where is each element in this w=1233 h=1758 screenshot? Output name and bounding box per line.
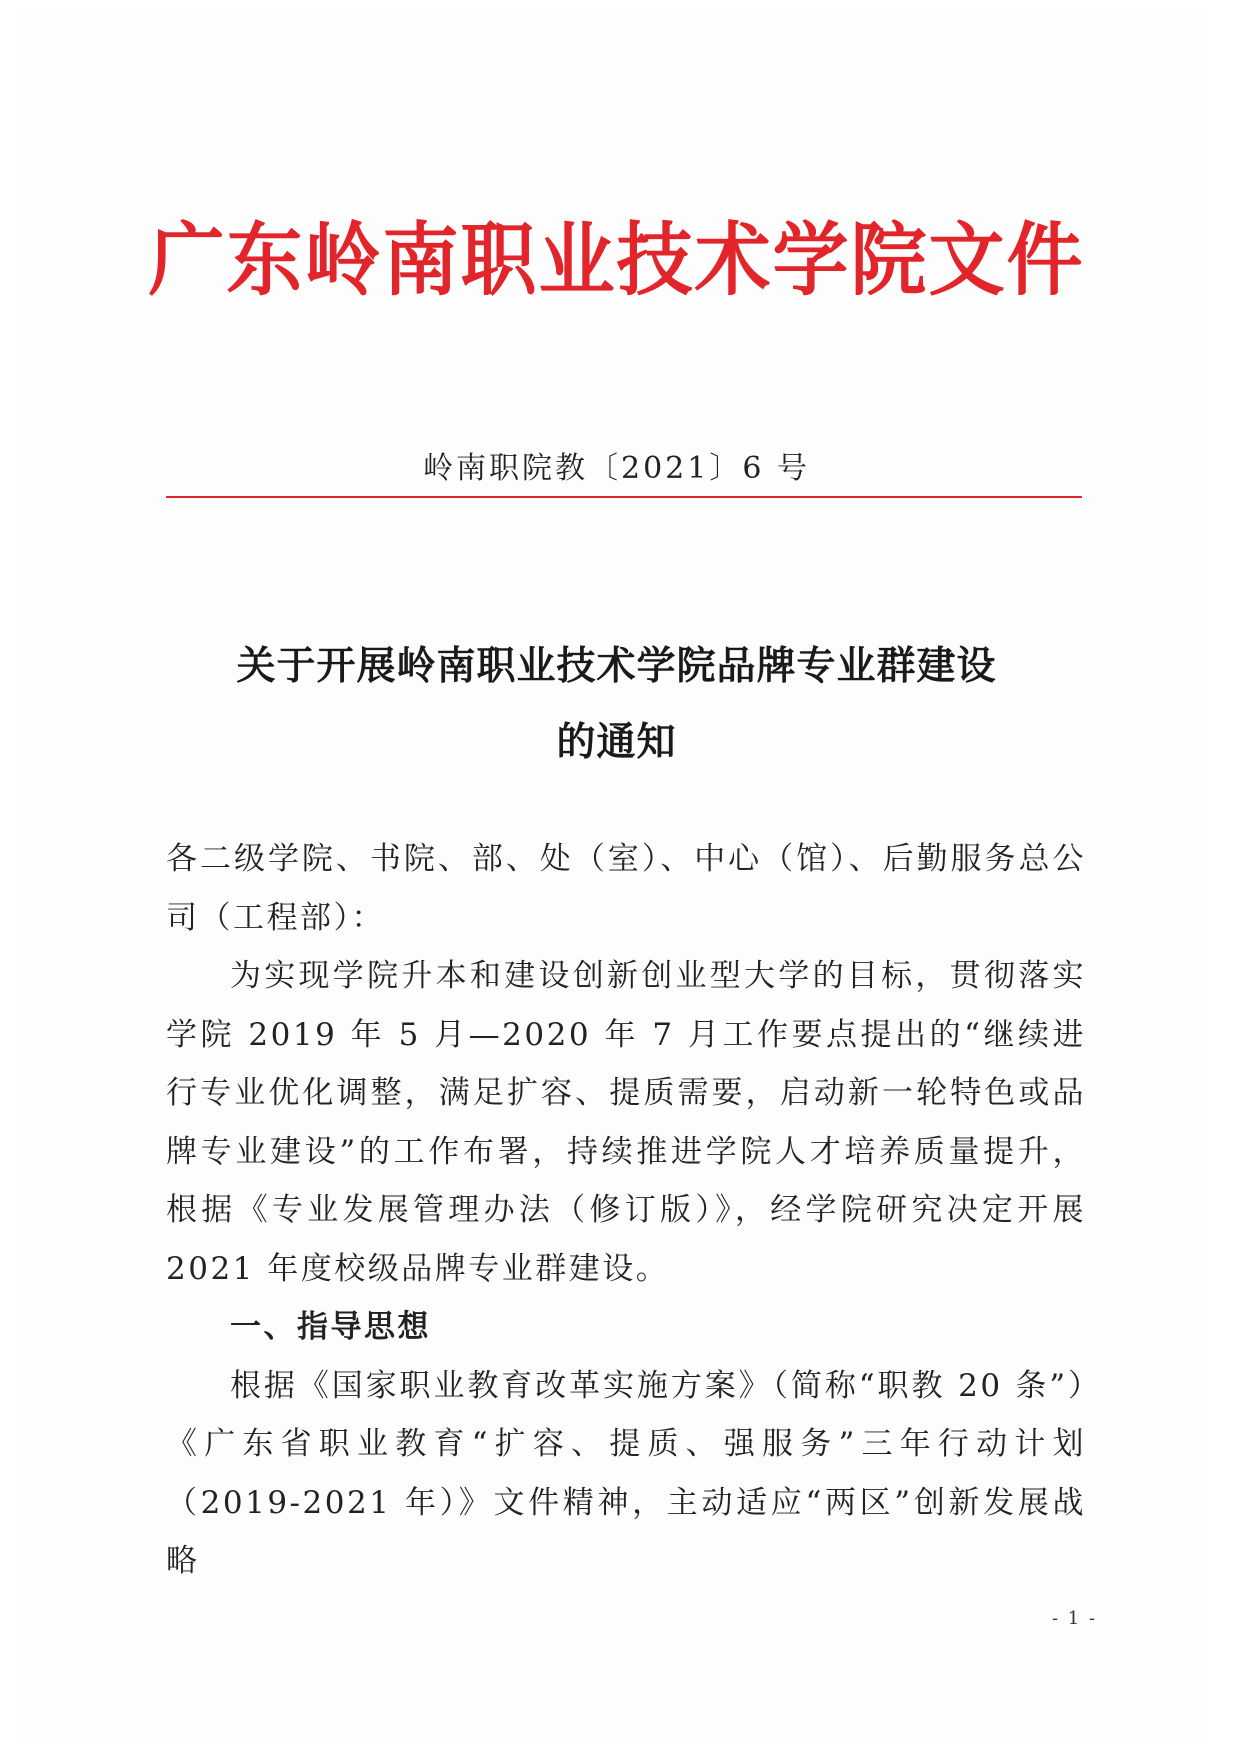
page-number: - 1 - — [1052, 1608, 1098, 1629]
notice-title-line-2: 的通知 — [556, 719, 677, 765]
paragraph-2: 根据《国家职业教育改革实施方案》（简称“职教 20 条”）《广东省职业教育“扩容、提质、强服务”三年行动计划（2019-2021 年）》文件精神，主动适应“两区”创新发展战略 — [166, 1367, 1086, 1579]
paragraph-1: 为实现学院升本和建设创新创业型大学的目标，贯彻落实学院 2019 年 5 月—2020 年 7 月工作要点提出的“继续进行专业优化调整，满足扩容、提质需要，启动新一轮特色或品牌专业建设”的工作布署，持续推进学院人才培养质量提升，根据《专业发展管理办法（修订版）》，经学院研究决定开展 2021 年度校级品牌专业群建设。 — [166, 958, 1086, 1287]
section-heading-guiding-ideology: 一、指导思想 — [230, 1309, 431, 1345]
recipients-line: 各二级学院、书院、部、处（室）、中心（馆）、后勤服务总公司（工程部）： — [166, 841, 1086, 936]
body-text — [166, 830, 1086, 1591]
notice-title — [0, 628, 1233, 780]
red-divider-line — [166, 496, 1082, 498]
document-number: 岭南职院教〔2021〕6 号 — [423, 451, 810, 486]
masthead-title: 广东岭南职业技术学院文件 — [148, 212, 1085, 307]
notice-title-line-1: 关于开展岭南职业技术学院品牌专业群建设 — [236, 643, 997, 689]
